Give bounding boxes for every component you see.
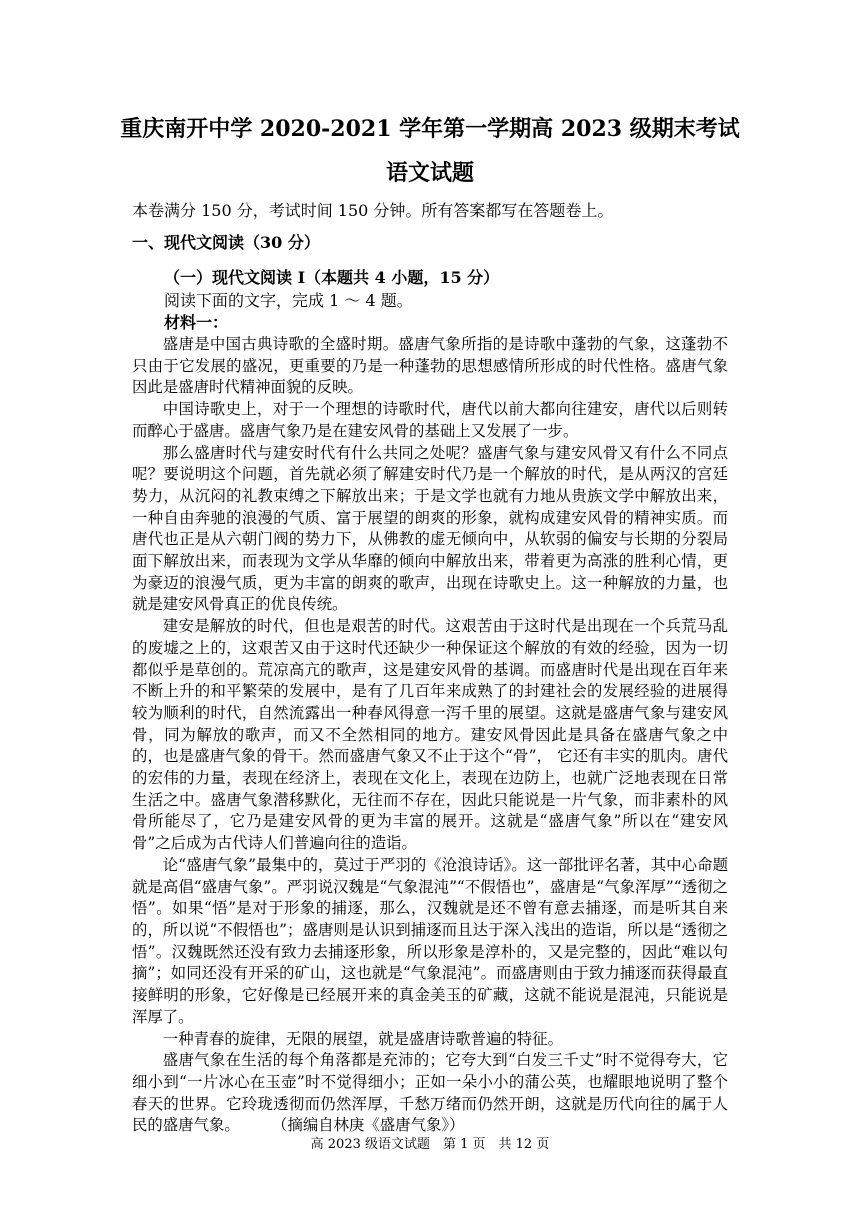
material-text bbox=[132, 334, 728, 1137]
paragraph-last bbox=[132, 1050, 728, 1137]
section-heading: 一、现代文阅读（30 分） bbox=[132, 233, 320, 252]
reading-instruction: 阅读下面的文字，完成 1 ～ 4 题。 bbox=[164, 291, 413, 310]
paragraph: 盛唐是中国古典诗歌的全盛时期。盛唐气象所指的是诗歌中蓬勃的气象，这蓬勃不只由于它发展的盛况，更重要的乃是一种蓬勃的思想感情所形成的时代性格。盛唐气象因此是盛唐时代精神面貌的反映。 bbox=[132, 335, 728, 397]
exam-instructions: 本卷满分 150 分，考试时间 150 分钟。所有答案都写在答题卷上。 bbox=[132, 201, 614, 220]
paragraph-last-text: 盛唐气象在生活的每个角落都是充沛的；它夸大到“白发三千丈”时不觉得夸大，它细小到“一片冰心在玉壶”时不觉得细小；正如一朵小小的蒲公英，也耀眼地说明了整个春天的世界。它玲珑透彻而仍然浑厚，千愁万绪而仍然开朗，这就是历代向往的属于人民的盛唐气象。 bbox=[132, 1051, 728, 1135]
paragraph: 中国诗歌史上，对于一个理想的诗歌时代，唐代以前大都向往建安，唐代以后则转而醉心于盛唐。盛唐气象乃是在建安风骨的基础上又发展了一步。 bbox=[132, 400, 728, 440]
paragraph: 一种青春的旋律，无限的展望，就是盛唐诗歌普遍的特征。 bbox=[162, 1029, 563, 1048]
source-citation: （摘编自林庚《盛唐气象》） bbox=[279, 1116, 465, 1135]
subsection-heading: （一）现代文阅读 Ⅰ（本题共 4 小题，15 分） bbox=[164, 268, 500, 287]
paragraph: 那么盛唐时代与建安时代有什么共同之处呢？盛唐气象与建安风骨又有什么不同点呢？要说明这个问题，首先就必须了解建安时代乃是一个解放的时代，是从两汉的宫廷势力，从沉闷的礼教束缚之下解放出来；于是文学也就有力地从贵族文学中解放出来，一种自由奔驰的浪漫的气质、富于展望的朗爽的形象，就构成建安风骨的精神实质。而唐代也正是从六朝门阀的势力下，从佛教的虚无倾向中，从软弱的偏安与长期的分裂局面下解放出来，而表现为文学从华靡的倾向中解放出来，带着更为高涨的胜利心情，更为豪迈的浪漫气质，更为丰富的朗爽的歌声，出现在诗歌史上。这一种解放的力量，也就是建安风骨真正的优良传统。 bbox=[132, 443, 728, 614]
exam-subtitle: 语文试题 bbox=[385, 160, 474, 186]
page-footer: 高 2023 级语文试题 第 1 页 共 12 页 bbox=[310, 1137, 550, 1152]
paragraph: 建安是解放的时代，但也是艰苦的时代。这艰苦由于这时代是出现在一个兵荒马乱的废墟之上的，这艰苦又由于这时代还缺少一种保证这个解放的有效的经验，因为一切都似乎是草创的。荒凉高亢的歌声，这是建安风骨的基调。而盛唐时代是出现在百年来不断上升的和平繁荣的发展中，是有了几百年来成熟了的封建社会的发展经验的进展得较为顺利的时代，自然流露出一种春风得意一泻千里的展望。这就是盛唐气象与建安风骨，同为解放的歌声，而又不全然相同的地方。建安风骨因此是具备在盛唐气象之中的，也是盛唐气象的骨干。然而盛唐气象又不止于这个“骨”， 它还有丰实的肌肉。唐代的宏伟的力量，表现在经济上，表现在文化上，表现在边防上，也就广泛地表现在日常生活之中。盛唐气象潜移默化，无往而不存在，因此只能说是一片气象，而非素朴的风骨所能尽了，它乃是建安风骨的更为丰富的展开。这就是“盛唐气象”所以在“建安风骨”之后成为古代诗人们普遍向往的造诣。 bbox=[132, 617, 728, 853]
paragraph: 论“盛唐气象”最集中的，莫过于严羽的《沧浪诗话》。这一部批评名著，其中心命题就是高倡“盛唐气象”。严羽说汉魏是“气象混沌”“不假悟也”，盛唐是“气象浑厚”“透彻之悟”。如果“悟”是对于形象的捕逐，那么，汉魏就是还不曾有意去捕逐，而是听其自来的，所以说“不假悟也”；盛唐则是认识到捕逐而且达于深入浅出的造诣，所以是“透彻之悟”。汉魏既然还没有致力去捕逐形象，所以形象是淳朴的，又是完整的，因此“难以句摘”；如同还没有开采的矿山，这也就是“气象混沌”。而盛唐则由于致力捕逐而获得最直接鲜明的形象，它好像是已经展开来的真金美玉的矿藏，这就不能说是混沌，只能说是浑厚了。 bbox=[132, 855, 728, 1026]
material-label: 材料一： bbox=[164, 313, 229, 332]
exam-title: 重庆南开中学 2020-2021 学年第一学期高 2023 级期末考试 bbox=[120, 116, 740, 142]
